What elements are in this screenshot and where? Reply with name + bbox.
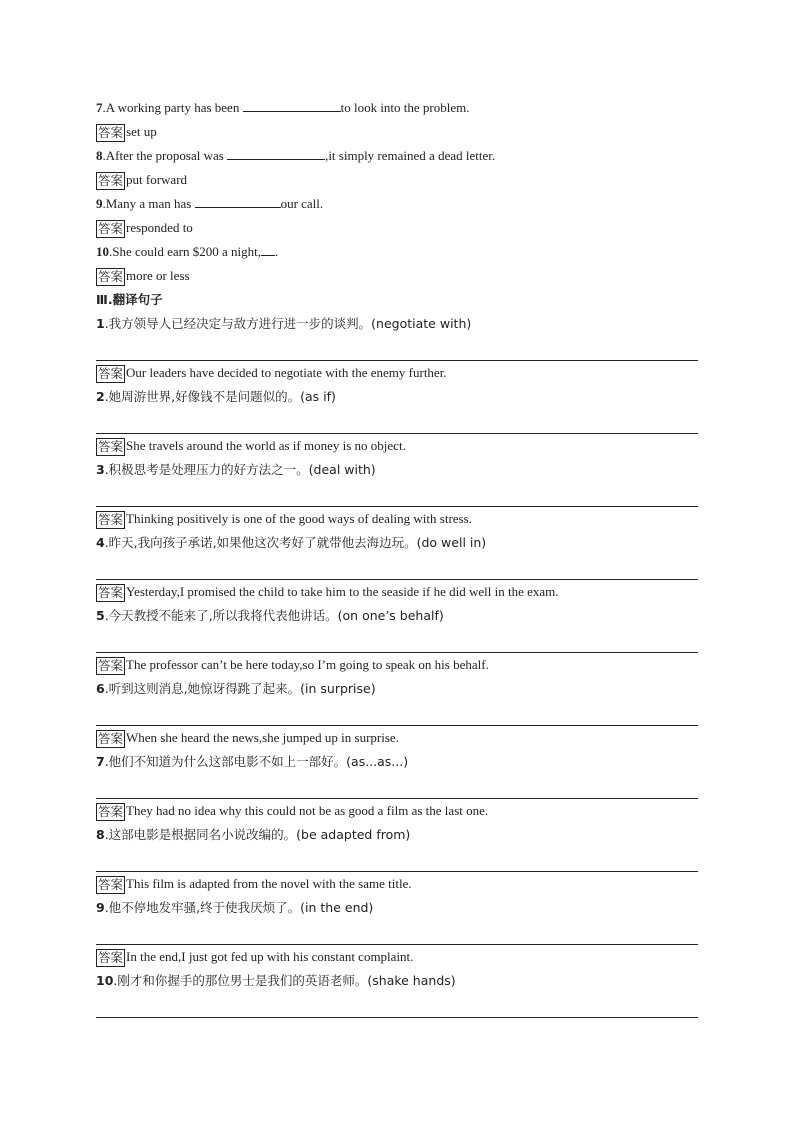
answer-writing-line[interactable] [96, 920, 698, 945]
translate-question [96, 750, 698, 774]
question-number: 8 [96, 827, 105, 842]
answer-blank [227, 145, 325, 160]
answer-text: The professor can’t be here today,so I’m going to speak on his behalf. [126, 657, 489, 672]
answer-blank [243, 97, 341, 112]
answer-writing-line[interactable] [96, 409, 698, 434]
answer-text: This film is adapted from the novel with the same title. [126, 876, 412, 891]
answer-line [96, 216, 698, 240]
translate-item [96, 312, 698, 385]
answer-line [96, 434, 698, 458]
answer-badge: 答案 [98, 877, 124, 893]
translate-question [96, 677, 698, 701]
translate-item [96, 385, 698, 458]
answer-line [96, 361, 698, 385]
answer-text: responded to [126, 220, 193, 235]
answer-blank [261, 241, 275, 256]
answer-writing-line[interactable] [96, 993, 698, 1018]
answer-line [96, 945, 698, 969]
answer-text: She travels around the world as if money is no object. [126, 438, 406, 453]
question-text-after: to look into the problem. [340, 100, 470, 115]
question-text: .我方领导人已经决定与敌方进行进一步的谈判。(negotiate with) [104, 316, 472, 331]
question-number: 7 [96, 754, 105, 769]
translate-question [96, 458, 698, 482]
answer-blank [195, 193, 281, 208]
answer-line [96, 872, 698, 896]
question-number: 9 [96, 196, 103, 211]
translate-item [96, 531, 698, 604]
translate-item [96, 458, 698, 531]
fill-question [96, 144, 698, 168]
translate-question [96, 896, 698, 920]
answer-writing-line[interactable] [96, 774, 698, 799]
answer-badge: 答案 [98, 366, 124, 382]
answer-line [96, 120, 698, 144]
fill-question [96, 240, 698, 264]
answer-badge: 答案 [98, 221, 124, 237]
answer-line [96, 726, 698, 750]
translate-item [96, 969, 698, 1018]
answer-line [96, 799, 698, 823]
question-text: .昨天,我向孩子承诺,如果他这次考好了就带他去海边玩。(do well in) [104, 535, 487, 550]
answer-badge: 答案 [98, 269, 124, 285]
question-number: 6 [96, 681, 105, 696]
answer-line [96, 507, 698, 531]
question-text: .她周游世界,好像钱不是问题似的。(as if) [104, 389, 336, 404]
question-number: 5 [96, 608, 105, 623]
question-text-after: ,it simply remained a dead letter. [325, 148, 496, 163]
question-number: 3 [96, 462, 105, 477]
translate-question [96, 312, 698, 336]
answer-writing-line[interactable] [96, 555, 698, 580]
question-number: 2 [96, 389, 105, 404]
answer-line [96, 653, 698, 677]
answer-badge: 答案 [98, 804, 124, 820]
answer-text: put forward [126, 172, 188, 187]
answer-text: Yesterday,I promised the child to take him to the seaside if he did well in the exam. [126, 584, 559, 599]
translate-item [96, 896, 698, 969]
answer-badge: 答案 [98, 125, 124, 141]
question-number: 4 [96, 535, 105, 550]
question-text: .他们不知道为什么这部电影不如上一部好。(as...as...) [104, 754, 409, 769]
question-text: .听到这则消息,她惊讶得跳了起来。(in surprise) [104, 681, 376, 696]
answer-badge: 答案 [98, 173, 124, 189]
translate-question [96, 531, 698, 555]
question-text: .这部电影是根据同名小说改编的。(be adapted from) [104, 827, 411, 842]
question-number: 10 [96, 244, 109, 259]
answer-text: In the end,I just got fed up with his constant complaint. [126, 949, 414, 964]
question-number: 9 [96, 900, 105, 915]
section-heading: Ⅲ.翻译句子 [96, 292, 163, 307]
translate-item [96, 823, 698, 896]
answer-text: When she heard the news,she jumped up in surprise. [126, 730, 399, 745]
translate-question [96, 385, 698, 409]
question-number: 1 [96, 316, 105, 331]
answer-badge: 答案 [98, 512, 124, 528]
answer-line [96, 264, 698, 288]
question-number: 7 [96, 100, 103, 115]
question-text-before: .A working party has been [102, 100, 243, 115]
translate-item [96, 604, 698, 677]
question-number: 8 [96, 148, 103, 163]
answer-writing-line[interactable] [96, 336, 698, 361]
answer-badge: 答案 [98, 585, 124, 601]
answer-badge: 答案 [98, 439, 124, 455]
answer-writing-line[interactable] [96, 847, 698, 872]
question-text-before: .She could earn $200 a night, [109, 244, 261, 259]
worksheet-page [96, 96, 698, 1018]
question-text-before: .Many a man has [102, 196, 195, 211]
translate-question [96, 604, 698, 628]
answer-badge: 答案 [98, 950, 124, 966]
translate-question [96, 969, 698, 993]
answer-text: Our leaders have decided to negotiate with the enemy further. [126, 365, 447, 380]
translate-item [96, 677, 698, 750]
fill-question [96, 96, 698, 120]
translate-question [96, 823, 698, 847]
answer-text: They had no idea why this could not be as good a film as the last one. [126, 803, 489, 818]
question-number: 10 [96, 973, 114, 988]
answer-line [96, 580, 698, 604]
fill-question [96, 192, 698, 216]
answer-writing-line[interactable] [96, 482, 698, 507]
question-text: .刚才和你握手的那位男士是我们的英语老师。(shake hands) [113, 973, 456, 988]
answer-badge: 答案 [98, 731, 124, 747]
question-text: .积极思考是处理压力的好方法之一。(deal with) [104, 462, 376, 477]
answer-text: Thinking positively is one of the good ways of dealing with stress. [126, 511, 472, 526]
question-text: .今天教授不能来了,所以我将代表他讲话。(on one’s behalf) [104, 608, 444, 623]
question-text-before: .After the proposal was [102, 148, 228, 163]
question-text-after: our call. [280, 196, 324, 211]
answer-badge: 答案 [98, 658, 124, 674]
question-text-after: . [275, 244, 279, 259]
answer-text: more or less [126, 268, 190, 283]
answer-writing-line[interactable] [96, 628, 698, 653]
answer-line [96, 168, 698, 192]
question-text: .他不停地发牢骚,终于使我厌烦了。(in the end) [104, 900, 374, 915]
translate-item [96, 750, 698, 823]
answer-writing-line[interactable] [96, 701, 698, 726]
answer-text: set up [126, 124, 157, 139]
